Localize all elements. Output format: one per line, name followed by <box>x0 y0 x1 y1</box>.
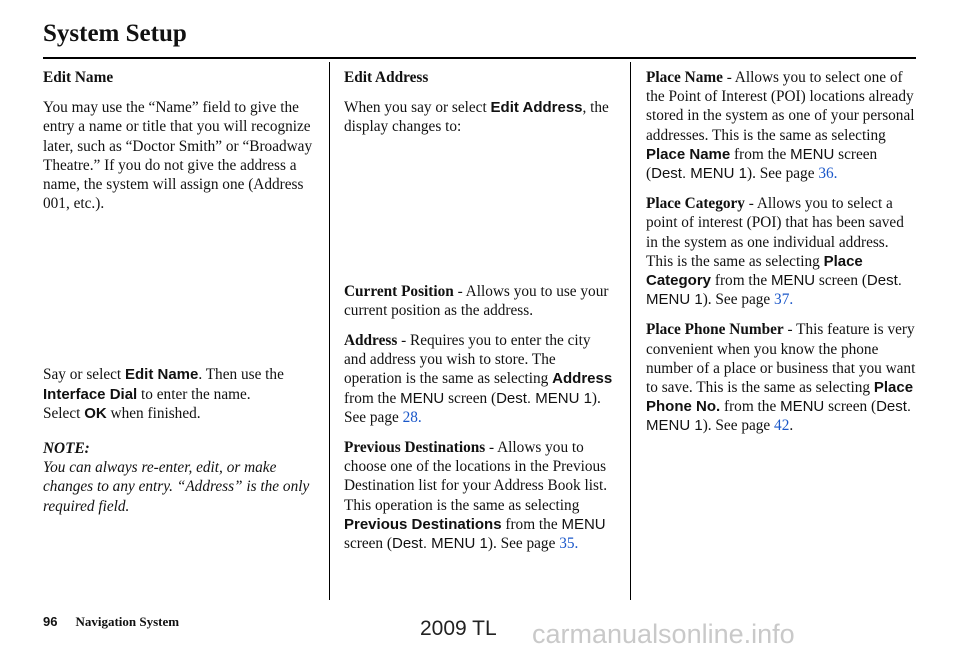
previous-destinations-command: Previous Destinations <box>344 515 502 533</box>
ok-command: OK <box>84 404 107 422</box>
column-place <box>646 68 916 447</box>
column-edit-name <box>43 68 319 527</box>
note <box>43 439 319 516</box>
page-link-37[interactable]: 37. <box>774 291 794 309</box>
site-watermark: carmanualsonline.info <box>532 619 795 649</box>
interface-dial-command: Interface Dial <box>43 385 138 403</box>
place-name-item: Place Name - Allows you to select one of the Point of Interest (POI) locations already stored in the system as one of your personal addresses. This is the same as selecting Place Name from the MENU screen (Dest. MENU 1). See page 36. <box>646 69 915 183</box>
footer-section: Navigation System <box>75 614 180 629</box>
current-position-item: Current Position - Allows you to use your current position as the address. <box>344 282 609 319</box>
edit-address-intro: When you say or select Edit Address, the display changes to: <box>344 99 609 136</box>
note-label: NOTE: <box>43 440 90 458</box>
place-phone-number-item: Place Phone Number - This feature is very convenient when you know the phone number of a place or business that you want to save. This is the same as selecting Place Phone No. from the MENU screen (Dest. MENU 1). See page 42. <box>646 321 916 435</box>
place-category-item: Place Category - Allows you to select a point of interest (POI) that has been saved in the system as one individual address. This is the same as selecting Place Category from the MENU screen (Dest. MENU 1). See page 37. <box>646 195 904 309</box>
address-item: Address - Requires you to enter the city and address you wish to store. The operation is the same as selecting Address from the MENU screen (Dest. MENU 1). See page 28. <box>344 332 613 426</box>
edit-name-command: Edit Name <box>124 366 199 384</box>
edit-address-command: Edit Address <box>490 99 583 117</box>
page-link-36[interactable]: 36. <box>818 165 838 183</box>
edit-name-description: You may use the “Name” field to give the entry a name or title that you will recognize later, such as “Doctor Smith” or “Broadway Theatre.” If you do not give the address a name, the system will assign one (Address 001, etc.). <box>43 99 313 213</box>
note-text: You can always re-enter, edit, or make changes to any entry. “Address” is the only required field. <box>43 459 310 515</box>
page-link-42[interactable]: 42 <box>774 417 790 435</box>
column-edit-address <box>344 68 614 564</box>
edit-name-heading: Edit Name <box>43 69 114 86</box>
address-command: Address <box>552 370 613 388</box>
column-divider-2 <box>630 62 631 600</box>
column-divider-1 <box>329 62 330 600</box>
edit-name-instructions: Say or select Edit Name. Then use the Interface Dial to enter the name. Select OK when finished. <box>43 366 284 422</box>
place-name-command: Place Name <box>646 145 731 163</box>
edit-address-heading: Edit Address <box>344 69 429 86</box>
page-link-35[interactable]: 35. <box>559 535 579 553</box>
header-rule <box>43 57 916 59</box>
page-number: 96 <box>43 614 58 629</box>
place-phone-command: Place Phone No. <box>646 379 914 416</box>
model-watermark: 2009 TL <box>420 617 497 640</box>
place-category-command: Place Category <box>646 252 863 290</box>
previous-destinations-item: Previous Destinations - Allows you to choose one of the locations in the Previous Destination list for your Address Book list. This operation is the same as selecting Previous Destinations from the MENU screen (Dest. MENU 1). See page 35. <box>344 439 608 553</box>
footer <box>43 614 179 630</box>
page-link-28[interactable]: 28. <box>402 408 422 426</box>
page-title: System Setup <box>43 20 187 47</box>
